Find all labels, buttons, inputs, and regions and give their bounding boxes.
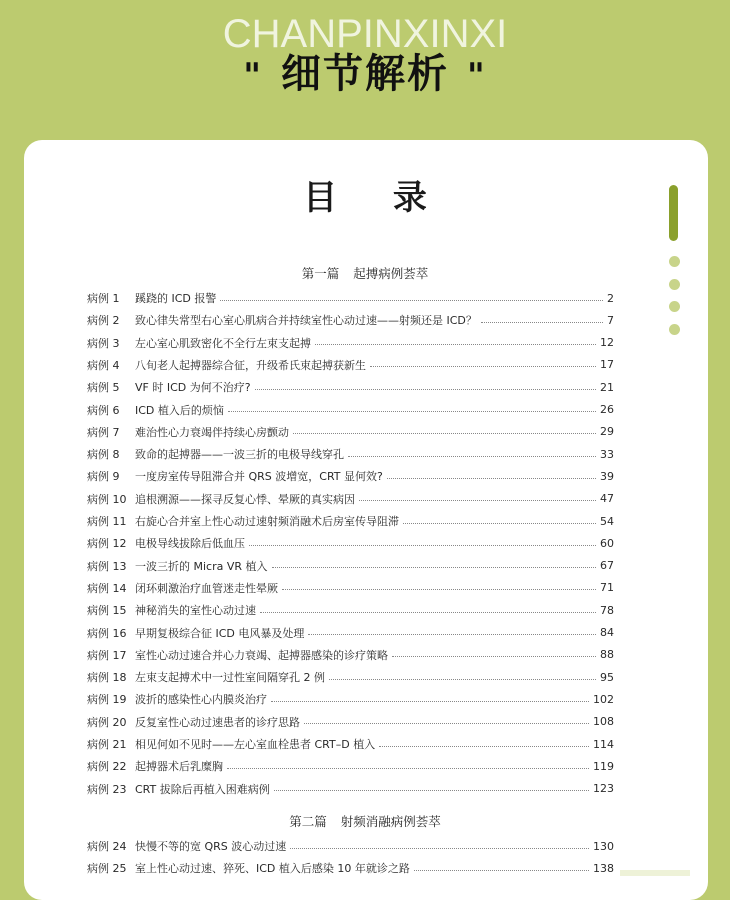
- dot-leader: [274, 790, 589, 791]
- toc-entry[interactable]: [87, 400, 614, 420]
- page-number: 114: [593, 737, 614, 751]
- case-title: 闭环刺激治疗血管迷走性晕厥: [135, 581, 278, 595]
- page-number: 130: [593, 839, 614, 853]
- section-heading-2: [0, 812, 730, 830]
- case-number: 病例 1: [87, 292, 120, 305]
- dot-leader: [370, 366, 596, 367]
- dot-leader: [260, 612, 596, 613]
- case-title: 神秘消失的室性心动过速: [135, 604, 256, 618]
- toc-entry[interactable]: [87, 355, 614, 375]
- dot-leader: [227, 768, 589, 769]
- case-title: 八旬老人起搏器综合征，升级希氏束起搏获新生: [135, 358, 366, 372]
- toc-entry[interactable]: [87, 422, 614, 442]
- case-title: 波折的感染性心内膜炎治疗: [135, 693, 267, 707]
- section-label: 第一篇: [301, 266, 340, 281]
- watermark-text: CHANPINXINXI: [222, 12, 508, 56]
- case-number: 病例 9: [87, 470, 120, 484]
- dot-leader: [228, 411, 596, 412]
- case-title: 一度房室传导阻滞合并 QRS 波增宽，CRT 显何效?: [135, 470, 383, 484]
- case-number: 病例 24: [87, 840, 127, 853]
- dot-leader: [414, 870, 589, 871]
- case-number: 病例 3: [87, 336, 120, 350]
- case-title: 追根溯源——探寻反复心悸、晕厥的真实病因: [135, 492, 355, 506]
- case-number: 病例 12: [87, 537, 127, 551]
- section-heading-1: [0, 264, 730, 282]
- toc-entry[interactable]: [87, 623, 614, 643]
- case-number: 病例 13: [87, 559, 127, 573]
- page-number: 47: [600, 492, 614, 506]
- case-number: 病例 14: [87, 581, 127, 595]
- page-number: 21: [600, 380, 614, 394]
- case-number: 病例 15: [87, 604, 127, 618]
- dot-leader: [308, 634, 596, 635]
- case-number: 病例 6: [87, 403, 120, 417]
- case-number: 病例 7: [87, 425, 120, 439]
- case-number: 病例 2: [87, 314, 120, 328]
- toc-entry[interactable]: [87, 288, 614, 308]
- toc-entry[interactable]: [87, 756, 614, 776]
- page-number: 84: [600, 626, 614, 639]
- case-number: 病例 19: [87, 693, 127, 707]
- section-name: 射频消融病例荟萃: [340, 814, 441, 829]
- case-number: 病例 25: [87, 862, 127, 876]
- dot-leader: [403, 523, 596, 524]
- page-number: 17: [600, 358, 614, 372]
- case-number: 病例 16: [87, 626, 127, 640]
- case-title: 蹊跷的 ICD 报警: [135, 292, 217, 305]
- case-number: 病例 17: [87, 648, 127, 662]
- banner-title-text: 细节解析: [281, 51, 449, 97]
- dot-leader: [392, 656, 596, 657]
- dot-leader: [271, 701, 589, 702]
- dot-leader: [329, 679, 596, 680]
- page-number: 71: [600, 581, 614, 595]
- section-label: 第二篇: [289, 814, 327, 829]
- case-title: 早期复极综合征 ICD 电风暴及处理: [135, 626, 305, 640]
- case-number: 病例 20: [87, 715, 127, 729]
- case-number: 病例 21: [87, 738, 127, 751]
- dot-leader: [481, 322, 603, 323]
- case-title: 一波三折的 Micra VR 植入: [135, 559, 268, 573]
- quote-close: ": [467, 56, 487, 96]
- page-number: 2: [607, 291, 614, 305]
- toc-entry[interactable]: [87, 667, 614, 687]
- case-number: 病例 5: [87, 381, 120, 395]
- dot-leader: [379, 746, 589, 747]
- dot-leader: [249, 545, 596, 546]
- page-number: 88: [600, 648, 614, 662]
- page-number: 95: [600, 670, 614, 684]
- dot-leader: [348, 456, 596, 457]
- page-number: 138: [593, 861, 614, 875]
- toc-entry[interactable]: [87, 533, 614, 553]
- page-number: 119: [593, 759, 614, 773]
- case-number: 病例 11: [87, 515, 127, 528]
- banner-title: [0, 42, 730, 99]
- page-number: 67: [600, 559, 614, 573]
- page-number: 26: [600, 403, 614, 416]
- page-number: 33: [600, 447, 614, 461]
- dot-leader: [290, 848, 589, 849]
- dot-leader: [272, 567, 596, 568]
- scroll-dot[interactable]: [669, 301, 680, 312]
- toc-entry[interactable]: [87, 578, 614, 598]
- page-number: 12: [600, 336, 614, 350]
- case-title: 左心室心肌致密化不全行左束支起搏: [135, 336, 311, 350]
- case-title: 电极导线拔除后低血压: [135, 537, 245, 551]
- toc-entry[interactable]: [87, 489, 614, 509]
- case-title: 起搏器术后乳糜胸: [135, 760, 223, 774]
- case-title: 右旋心合并室上性心动过速射频消融术后房室传导阻滞: [135, 515, 399, 528]
- quote-open: ": [243, 56, 263, 96]
- toc-entry[interactable]: [87, 333, 614, 353]
- case-title: CRT 拔除后再植入困难病例: [135, 782, 270, 796]
- case-title: 相见何如不见时——左心室血栓患者 CRT–D 植入: [135, 738, 376, 751]
- toc-entry[interactable]: [87, 377, 614, 397]
- case-title: 难治性心力衰竭伴持续心房颤动: [135, 425, 289, 439]
- toc-entry[interactable]: [87, 556, 614, 576]
- toc-entry[interactable]: [87, 836, 614, 856]
- toc-entry[interactable]: [87, 645, 614, 665]
- case-title: 快慢不等的宽 QRS 波心动过速: [135, 840, 287, 853]
- case-title: 室上性心动过速、猝死、ICD 植入后感染 10 年就诊之路: [135, 862, 410, 876]
- section-name: 起搏病例荟萃: [353, 266, 429, 281]
- dot-leader: [315, 344, 596, 345]
- case-title: 反复室性心动过速患者的诊疗思路: [135, 715, 300, 729]
- case-number: 病例 10: [87, 492, 127, 506]
- case-number: 病例 4: [87, 358, 120, 372]
- dot-leader: [293, 433, 596, 434]
- dot-leader: [387, 478, 596, 479]
- case-title: VF 时 ICD 为何不治疗?: [135, 381, 251, 395]
- page-number: 7: [607, 313, 614, 327]
- toc-entry[interactable]: [87, 466, 614, 486]
- toc-entry[interactable]: [87, 689, 614, 709]
- scroll-dot[interactable]: [669, 324, 680, 335]
- page-number: 78: [600, 603, 614, 617]
- case-title: 致命的起搏器——一波三折的电极导线穿孔: [135, 448, 344, 462]
- toc-entry[interactable]: [87, 858, 614, 878]
- case-number: 病例 23: [87, 782, 127, 796]
- case-number: 病例 18: [87, 671, 127, 685]
- dot-leader: [282, 589, 596, 590]
- dot-leader: [359, 500, 596, 501]
- page-number: 123: [593, 782, 614, 796]
- page-number: 60: [600, 536, 614, 550]
- toc-entry[interactable]: [87, 444, 614, 464]
- case-title: 左束支起搏术中一过性室间隔穿孔 2 例: [135, 671, 325, 685]
- case-title: 室性心动过速合并心力衰竭、起搏器感染的诊疗策略: [135, 648, 388, 662]
- toc-entry[interactable]: [87, 779, 614, 799]
- header-band: [0, 0, 730, 140]
- case-title: 致心律失常型右心室心肌病合并持续室性心动过速——射频还是 ICD？: [135, 314, 477, 328]
- toc-entry[interactable]: [87, 511, 614, 531]
- page-number: 39: [600, 469, 614, 483]
- case-number: 病例 8: [87, 448, 120, 462]
- page-number: 54: [600, 514, 614, 528]
- dot-leader: [304, 723, 589, 724]
- toc-entry[interactable]: [87, 712, 614, 732]
- toc-entry[interactable]: [87, 310, 614, 330]
- toc-entry[interactable]: [87, 734, 614, 754]
- case-number: 病例 22: [87, 760, 127, 774]
- toc-entry[interactable]: [87, 600, 614, 620]
- bottom-accent: [620, 870, 690, 876]
- dot-leader: [255, 389, 596, 390]
- case-title: ICD 植入后的烦恼: [135, 403, 224, 417]
- dot-leader: [220, 300, 603, 301]
- doc-title: 目 录: [303, 178, 449, 218]
- page-number: 108: [593, 715, 614, 729]
- page-number: 102: [593, 692, 614, 706]
- page-number: 29: [600, 425, 614, 439]
